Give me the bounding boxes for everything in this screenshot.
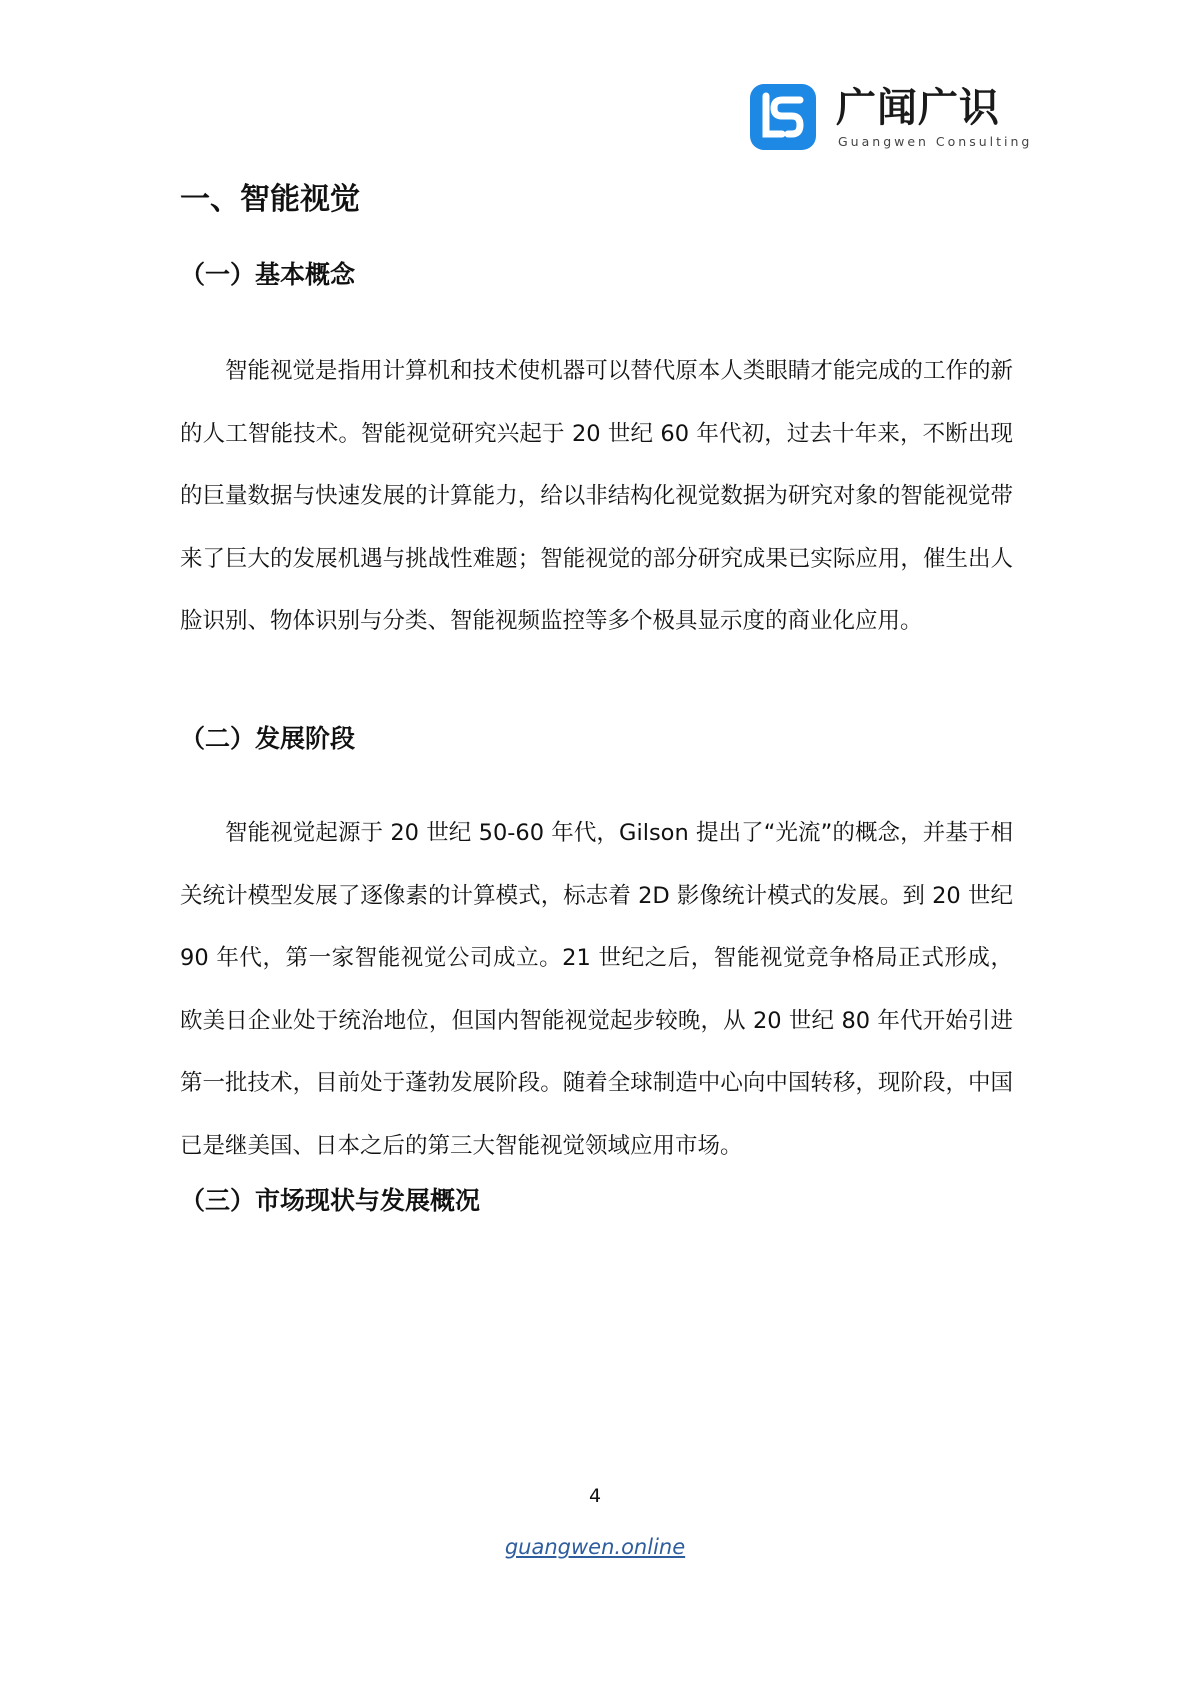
brand-subtitle: Guangwen Consulting [838, 134, 1033, 149]
brand-logo-icon [750, 84, 816, 150]
brand-name: 广闻广识 [836, 85, 1000, 131]
paragraph-development: 智能视觉起源于 20 世纪 50-60 年代，Gilson 提出了“光流”的概念，并基于相关统计模型发展了逐像素的计算模式，标志着 2D 影像统计模式的发展。到 20 世纪 90 年代，第一家智能视觉公司成立。21 世纪之后，智能视觉竞争格局正式形成，欧美日企业处于统治地位，但国内智能视觉起步较晚，从 20 世纪 80 年代开始引进第一批技术，目前处于蓬勃发展阶段。随着全球制造中心向中国转移，现阶段，中国已是继美国、日本之后的第三大智能视觉领域应用市场。 [180, 820, 1013, 1159]
paragraph-concept: 智能视觉是指用计算机和技术使机器可以替代原本人类眼睛才能完成的工作的新的人工智能技术。智能视觉研究兴起于 20 世纪 60 年代初，过去十年来，不断出现的巨量数据与快速发展的计算能力，给以非结构化视觉数据为研究对象的智能视觉带来了巨大的发展机遇与挑战性难题；智能视觉的部分研究成果已实际应用，催生出人脸识别、物体识别与分类、智能视频监控等多个极具显示度的商业化应用。 [180, 358, 1013, 634]
section-title: 一、智能视觉 [180, 182, 360, 217]
page-number: 4 [588, 1485, 602, 1507]
subsection-title-market: （三）市场现状与发展概况 [180, 1186, 481, 1215]
subsection-title-development: （二）发展阶段 [180, 724, 356, 753]
brand-logo [750, 84, 1033, 154]
footer-website-link[interactable]: guangwen.online [504, 1535, 686, 1559]
subsection-title-concept: （一）基本概念 [180, 260, 356, 289]
